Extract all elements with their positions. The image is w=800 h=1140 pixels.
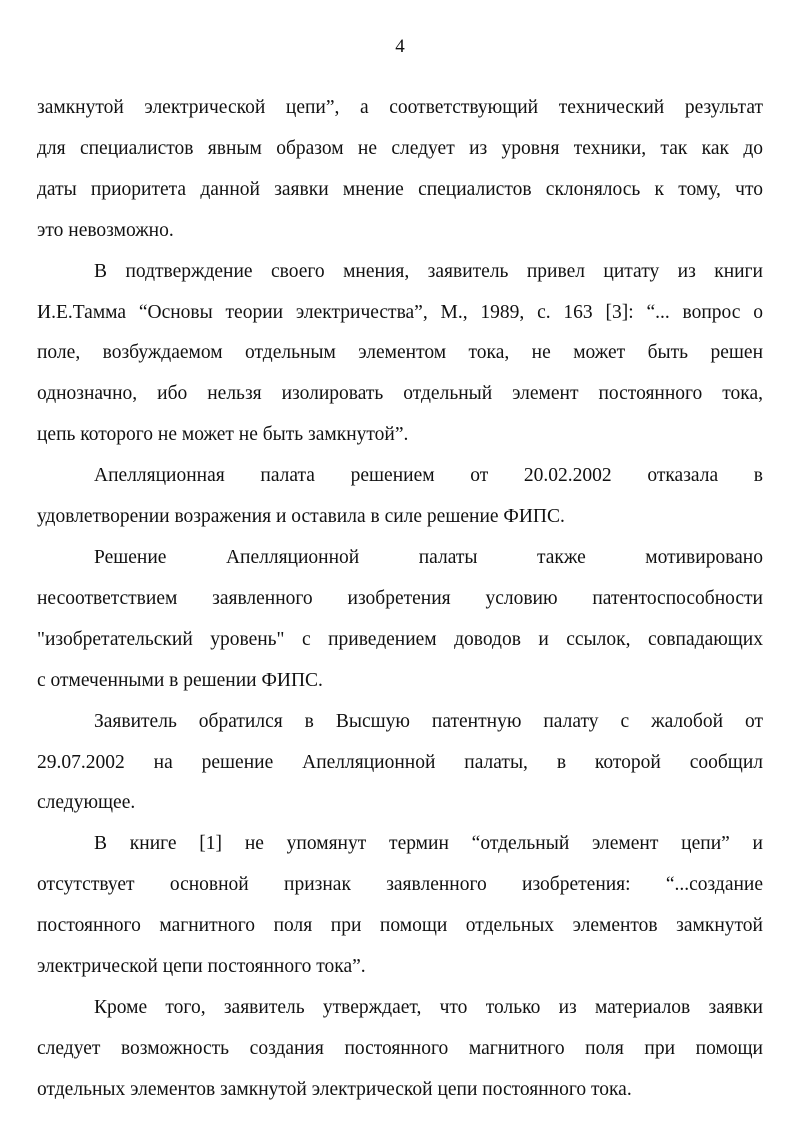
text-line: "изобретательский уровень" с приведением доводов и ссылок, совпадающих xyxy=(37,628,763,650)
text-line: это невозможно. xyxy=(37,219,174,241)
text-line: следующее. xyxy=(37,792,136,814)
text-line: цепь которого не может не быть замкнутой”. xyxy=(37,424,409,446)
text-line: электрической цепи постоянного тока”. xyxy=(37,956,366,978)
document-body xyxy=(37,88,763,1111)
text-line: удовлетворении возражения и оставила в силе решение ФИПС. xyxy=(37,506,565,528)
text-line: И.Е.Тамма “Основы теории электричества”, М., 1989, с. 163 [3]: “... вопрос о xyxy=(37,301,763,323)
text-line: постоянного магнитного поля при помощи отдельных элементов замкнутой xyxy=(37,915,763,937)
text-line: однозначно, ибо нельзя изолировать отдельный элемент постоянного тока, xyxy=(37,383,763,405)
paragraph-6 xyxy=(37,824,763,988)
paragraph-5 xyxy=(37,702,763,825)
text-line: замкнутой электрической цепи”, а соответствующий технический результат xyxy=(37,97,763,118)
text-line: поле, возбуждаемом отдельным элементом тока, не может быть решен xyxy=(37,342,763,364)
text-line: даты приоритета данной заявки мнение специалистов склонялось к тому, что xyxy=(37,178,763,200)
text-line: для специалистов явным образом не следует из уровня техники, так как до xyxy=(37,137,763,159)
page-number: 4 xyxy=(395,36,405,57)
paragraph-7 xyxy=(37,988,763,1111)
text-line: Кроме того, заявитель утверждает, что только из материалов заявки xyxy=(94,996,763,1018)
text-line: Решение Апелляционной палаты также мотивировано xyxy=(94,546,763,568)
text-line: Апелляционная палата решением от 20.02.2002 отказала в xyxy=(94,465,763,487)
text-line: с отмеченными в решении ФИПС. xyxy=(37,669,323,691)
text-line: В подтверждение своего мнения, заявитель привел цитату из книги xyxy=(94,260,763,282)
paragraph-4 xyxy=(37,538,763,702)
paragraph-1 xyxy=(37,88,763,252)
paragraph-2 xyxy=(37,252,763,457)
text-line: отсутствует основной признак заявленного изобретения: “...создание xyxy=(37,874,763,896)
text-line: следует возможность создания постоянного магнитного поля при помощи xyxy=(37,1037,763,1059)
text-line: несоответствием заявленного изобретения условию патентоспособности xyxy=(37,587,763,609)
text-line: отдельных элементов замкнутой электрической цепи постоянного тока. xyxy=(37,1078,632,1100)
text-line: В книге [1] не упомянут термин “отдельный элемент цепи” и xyxy=(94,833,763,855)
text-line: Заявитель обратился в Высшую патентную палату с жалобой от xyxy=(94,710,763,732)
paragraph-3 xyxy=(37,456,763,538)
text-line: 29.07.2002 на решение Апелляционной палаты, в которой сообщил xyxy=(37,751,763,773)
